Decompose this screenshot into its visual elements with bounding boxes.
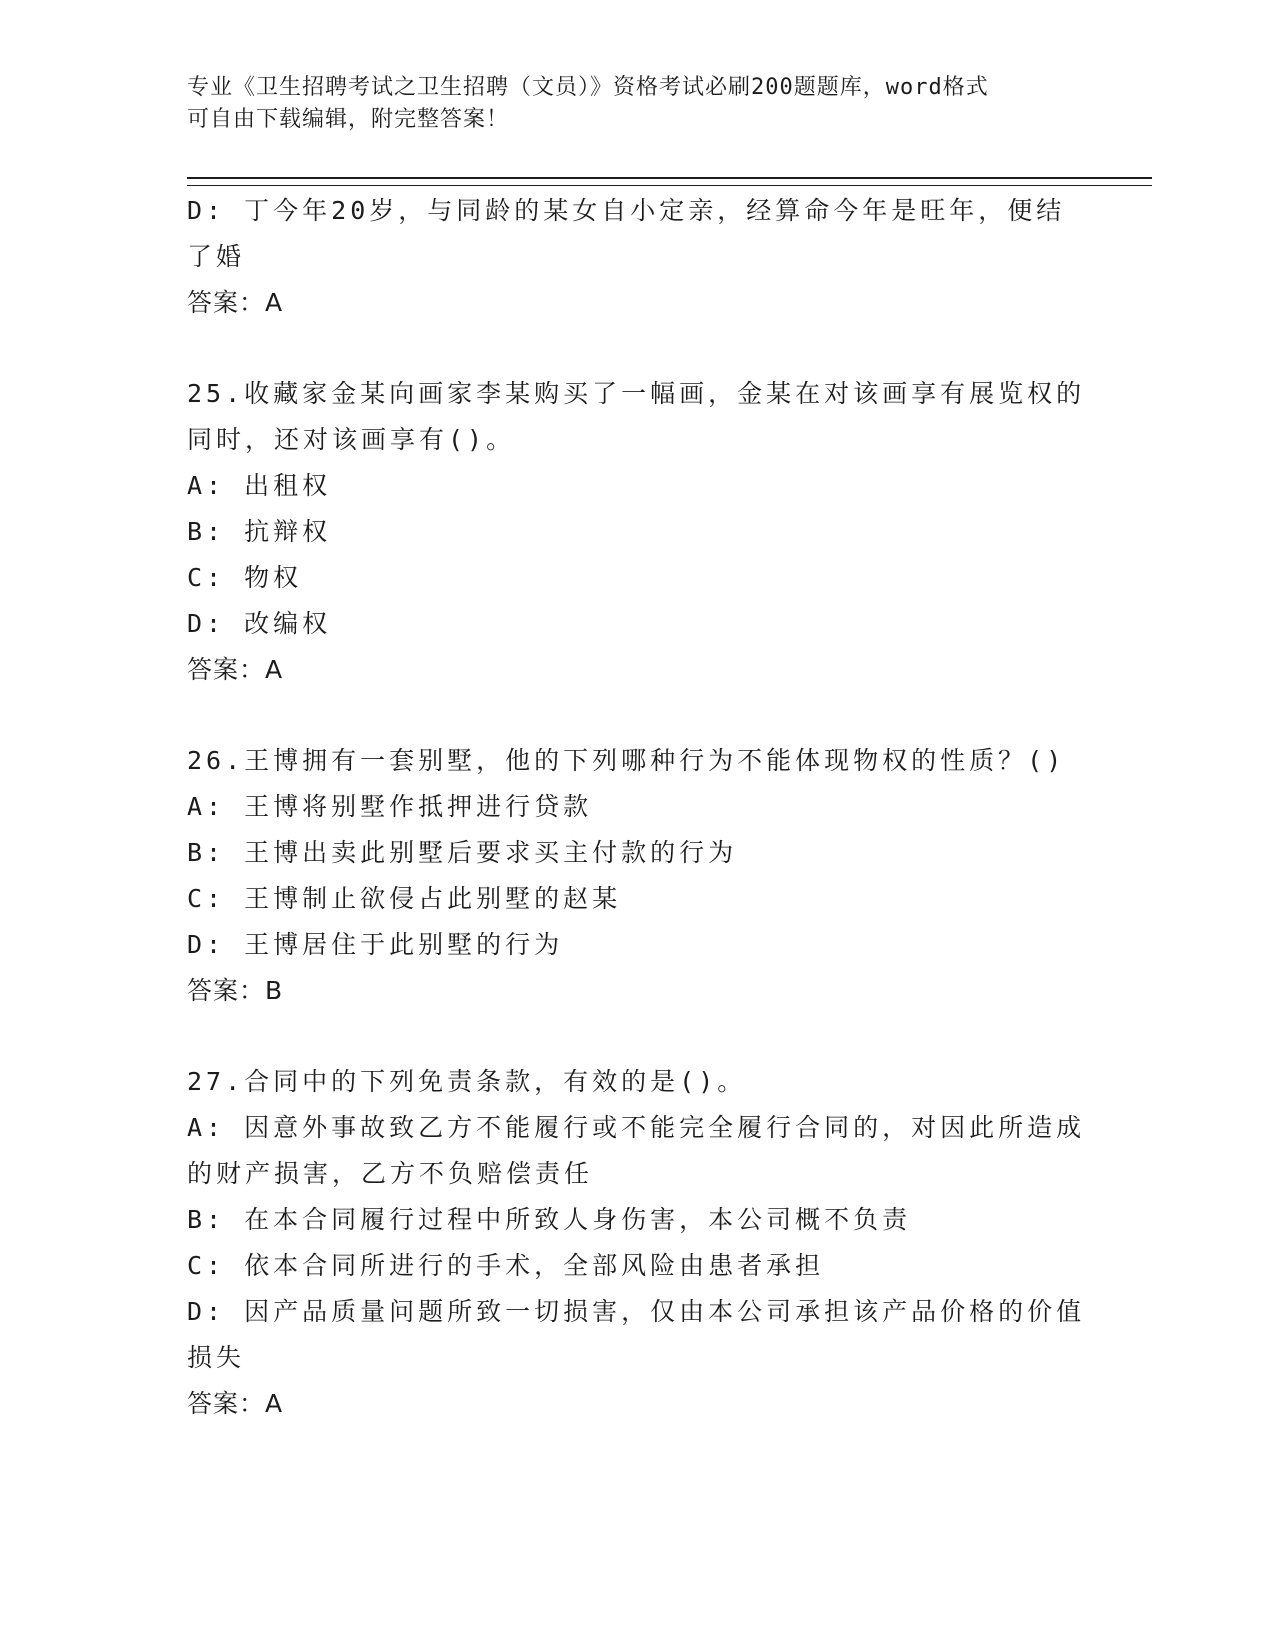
question-stem: 27.合同中的下列免责条款，有效的是()。 [187,1067,747,1096]
question-content [187,188,1086,1427]
question-gap [187,1014,1067,1059]
option-d-continued: 损失 [187,1343,246,1372]
header-divider [187,177,1152,186]
answer-line: 答案：B [187,976,284,1005]
question-gap [187,326,1067,371]
header-title-line-1: 专业《卫生招聘考试之卫生招聘（文员）》资格考试必刷200题题库，word格式 [187,75,989,100]
option-c: C: 物权 [187,563,303,592]
question-27 [187,1059,1086,1427]
option-a: A: 因意外事故致乙方不能履行或不能完全履行合同的，对因此所造成 [187,1113,1086,1142]
question-26 [187,738,1067,1014]
option-d-line-2: 了婚 [187,242,246,271]
option-b: B: 在本合同履行过程中所致人身伤害，本公司概不负责 [187,1205,912,1234]
header-title-line-2: 可自由下载编辑，附完整答案！ [187,107,510,132]
page-header [187,72,1067,136]
question-25 [187,371,1086,693]
option-d: D: 改编权 [187,609,332,638]
question-stem: 25.收藏家金某向画家李某购买了一幅画，金某在对该画享有展览权的 [187,379,1086,408]
option-a: A: 王博将别墅作抵押进行贷款 [187,792,593,821]
continued-question [187,188,1067,326]
option-d-line-1: D: 丁今年20岁，与同龄的某女自小定亲，经算命今年是旺年，便结 [187,196,1066,225]
option-b: B: 抗辩权 [187,517,332,546]
option-c: C: 王博制止欲侵占此别墅的赵某 [187,884,622,913]
option-a-continued: 的财产损害，乙方不负赔偿责任 [187,1159,594,1188]
question-stem: 同时，还对该画享有()。 [187,425,516,454]
answer-line: 答案：A [187,1389,284,1418]
option-c: C: 依本合同所进行的手术，全部风险由患者承担 [187,1251,825,1280]
answer-line: 答案：A [187,288,284,317]
option-b: B: 王博出卖此别墅后要求买主付款的行为 [187,838,738,867]
question-stem: 26.王博拥有一套别墅，他的下列哪种行为不能体现物权的性质？() [187,746,1066,775]
option-d: D: 因产品质量问题所致一切损害，仅由本公司承担该产品价格的价值 [187,1297,1086,1326]
option-a: A: 出租权 [187,471,332,500]
answer-line: 答案：A [187,655,284,684]
option-d: D: 王博居住于此别墅的行为 [187,930,564,959]
question-gap [187,693,1067,738]
